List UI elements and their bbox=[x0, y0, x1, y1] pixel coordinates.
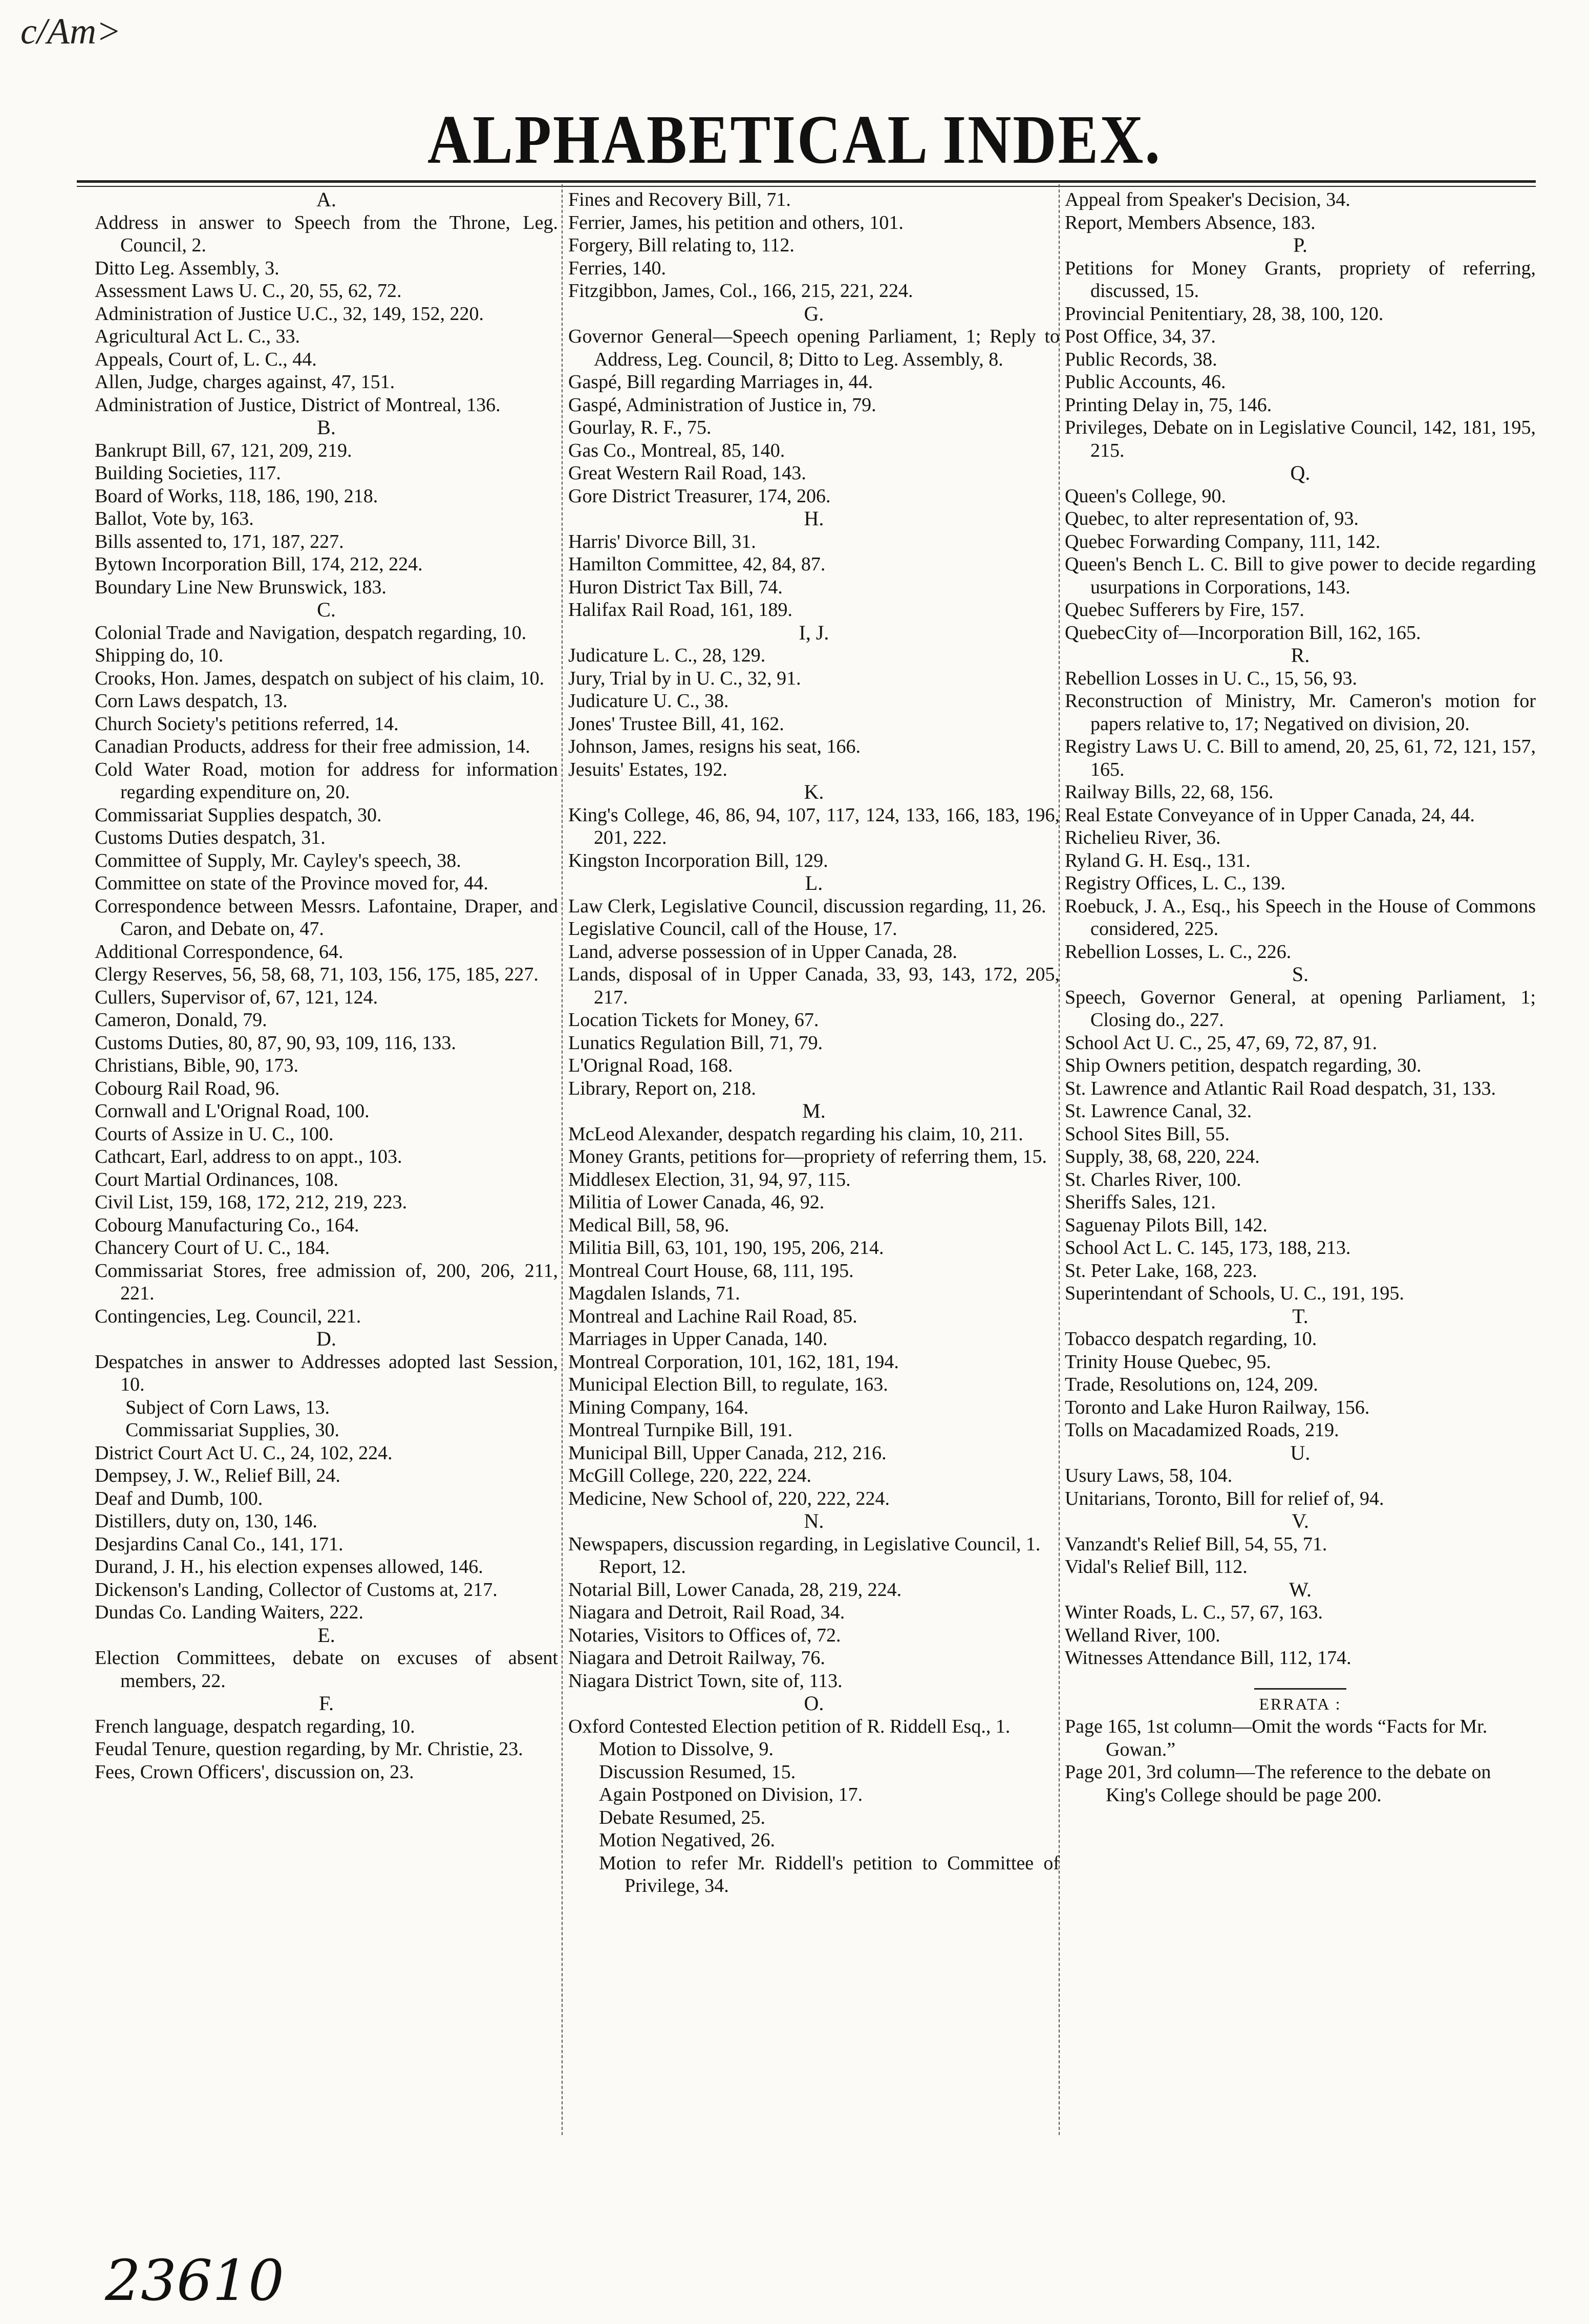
index-entry: School Sites Bill, 55. bbox=[1065, 1123, 1230, 1145]
index-entry: Assessment Laws U. C., 20, 55, 62, 72. bbox=[95, 280, 402, 302]
index-entry: Unitarians, Toronto, Bill for relief of, 94. bbox=[1065, 1487, 1384, 1509]
index-entry: Halifax Rail Road, 161, 189. bbox=[568, 599, 792, 621]
index-entry: Governor General—Speech opening Parliament, 1; Reply to Address, Leg. Council, 8; Ditto to Leg. Assembly, 8. bbox=[568, 326, 1060, 370]
index-entry: Cobourg Rail Road, 96. bbox=[95, 1077, 280, 1099]
index-entry: Mining Company, 164. bbox=[568, 1396, 749, 1418]
index-entry: Law Clerk, Legislative Council, discussion regarding, 11, 26. bbox=[568, 895, 1046, 917]
index-letter-heading: C. bbox=[317, 598, 336, 621]
index-entry: Ballot, Vote by, 163. bbox=[95, 508, 254, 529]
index-entry: Ship Owners petition, despatch regarding, 30. bbox=[1065, 1055, 1422, 1076]
index-entry: Rebellion Losses in U. C., 15, 56, 93. bbox=[1065, 667, 1358, 689]
index-entry: Jesuits' Estates, 192. bbox=[568, 758, 727, 780]
index-entry: Church Society's petitions referred, 14. bbox=[95, 713, 399, 735]
index-entry: Vanzandt's Relief Bill, 54, 55, 71. bbox=[1065, 1533, 1327, 1555]
index-letter-heading: R. bbox=[1291, 644, 1310, 667]
index-entry: Winter Roads, L. C., 57, 67, 163. bbox=[1065, 1602, 1323, 1623]
index-entry: Money Grants, petitions for—propriety of referring them, 15. bbox=[568, 1146, 1047, 1167]
index-entry: Fees, Crown Officers', discussion on, 23. bbox=[95, 1761, 414, 1783]
index-letter-heading: P. bbox=[1293, 233, 1307, 257]
index-entry: Colonial Trade and Navigation, despatch regarding, 10. bbox=[95, 622, 527, 644]
index-subentry: Again Postponed on Division, 17. bbox=[599, 1784, 863, 1805]
index-entry: Boundary Line New Brunswick, 183. bbox=[95, 576, 386, 598]
index-letter-heading: M. bbox=[802, 1099, 826, 1122]
index-entry: Roebuck, J. A., Esq., his Speech in the House of Commons considered, 225. bbox=[1065, 895, 1536, 940]
index-entry: Trinity House Quebec, 95. bbox=[1065, 1351, 1271, 1373]
index-entry: Election Committees, debate on excuses of absent members, 22. bbox=[95, 1647, 558, 1692]
index-entry: Trade, Resolutions on, 124, 209. bbox=[1065, 1374, 1318, 1395]
index-entry: Sheriffs Sales, 121. bbox=[1065, 1191, 1216, 1213]
index-letter-heading: N. bbox=[804, 1509, 824, 1532]
index-entry: Clergy Reserves, 56, 58, 68, 71, 103, 156, 175, 185, 227. bbox=[95, 964, 539, 985]
index-entry: Gaspé, Administration of Justice in, 79. bbox=[568, 394, 876, 416]
index-entry: Queen's College, 90. bbox=[1065, 485, 1227, 507]
index-entry: Agricultural Act L. C., 33. bbox=[95, 326, 300, 347]
index-subentry: Motion to Dissolve, 9. bbox=[599, 1738, 774, 1760]
index-subentry: Commissariat Supplies, 30. bbox=[125, 1419, 339, 1441]
index-entry: Huron District Tax Bill, 74. bbox=[568, 576, 783, 598]
index-entry: Judicature U. C., 38. bbox=[568, 690, 729, 712]
index-letter-heading: T. bbox=[1292, 1304, 1308, 1328]
index-entry: Usury Laws, 58, 104. bbox=[1065, 1465, 1233, 1486]
index-entry: Ferrier, James, his petition and others, 101. bbox=[568, 211, 904, 233]
index-entry: QuebecCity of—Incorporation Bill, 162, 165. bbox=[1065, 622, 1421, 644]
index-entry: Land, adverse possession of in Upper Canada, 28. bbox=[568, 941, 957, 963]
index-entry: Dundas Co. Landing Waiters, 222. bbox=[95, 1602, 364, 1623]
index-entry: Speech, Governor General, at opening Parliament, 1; Closing do., 227. bbox=[1065, 986, 1536, 1031]
index-entry: Appeal from Speaker's Decision, 34. bbox=[1065, 189, 1350, 210]
index-entry: Committee of Supply, Mr. Cayley's speech, 38. bbox=[95, 849, 461, 871]
index-letter-heading: K. bbox=[804, 780, 824, 803]
index-entry: Gas Co., Montreal, 85, 140. bbox=[568, 439, 785, 461]
index-entry: Militia of Lower Canada, 46, 92. bbox=[568, 1191, 825, 1213]
index-entry: Fines and Recovery Bill, 71. bbox=[568, 189, 791, 210]
index-entry: Montreal Turnpike Bill, 191. bbox=[568, 1419, 793, 1441]
index-entry: Quebec, to alter representation of, 93. bbox=[1065, 508, 1359, 529]
index-entry: St. Charles River, 100. bbox=[1065, 1168, 1241, 1190]
index-entry: Militia Bill, 63, 101, 190, 195, 206, 214. bbox=[568, 1237, 884, 1259]
index-entry: Courts of Assize in U. C., 100. bbox=[95, 1123, 334, 1145]
index-entry: Cornwall and L'Orignal Road, 100. bbox=[95, 1100, 370, 1122]
index-entry: Printing Delay in, 75, 146. bbox=[1065, 394, 1272, 416]
index-entry: Tolls on Macadamized Roads, 219. bbox=[1065, 1419, 1339, 1441]
index-entry: School Act L. C. 145, 173, 188, 213. bbox=[1065, 1237, 1351, 1259]
index-entry: Real Estate Conveyance of in Upper Canada, 24, 44. bbox=[1065, 804, 1475, 826]
index-entry: Quebec Forwarding Company, 111, 142. bbox=[1065, 530, 1381, 552]
index-letter-heading: I, J. bbox=[799, 621, 829, 644]
index-entry: Canadian Products, address for their free admission, 14. bbox=[95, 736, 530, 757]
index-entry: Contingencies, Leg. Council, 221. bbox=[95, 1305, 361, 1327]
index-entry: Court Martial Ordinances, 108. bbox=[95, 1168, 338, 1190]
index-entry: Durand, J. H., his election expenses allowed, 146. bbox=[95, 1556, 483, 1577]
index-entry: Appeals, Court of, L. C., 44. bbox=[95, 348, 317, 370]
index-entry: Public Records, 38. bbox=[1065, 348, 1217, 370]
index-entry: Notarial Bill, Lower Canada, 28, 219, 224. bbox=[568, 1579, 902, 1601]
index-entry: Cameron, Donald, 79. bbox=[95, 1009, 267, 1031]
title-rule bbox=[77, 180, 1536, 183]
index-entry: Dempsey, J. W., Relief Bill, 24. bbox=[95, 1465, 340, 1486]
index-entry: Registry Offices, L. C., 139. bbox=[1065, 872, 1285, 894]
index-entry: Cathcart, Earl, address to on appt., 103. bbox=[95, 1146, 402, 1167]
index-entry: Privileges, Debate on in Legislative Council, 142, 181, 195, 215. bbox=[1065, 417, 1536, 461]
catalog-number: 23610 bbox=[105, 2248, 284, 2313]
index-entry: Committee on state of the Province moved for, 44. bbox=[95, 872, 488, 894]
index-entry: Desjardins Canal Co., 141, 171. bbox=[95, 1533, 343, 1555]
index-entry: Harris' Divorce Bill, 31. bbox=[568, 530, 756, 552]
index-entry: Rebellion Losses, L. C., 226. bbox=[1065, 941, 1292, 963]
index-entry: Post Office, 34, 37. bbox=[1065, 326, 1216, 347]
index-entry: Provincial Penitentiary, 28, 38, 100, 120. bbox=[1065, 303, 1384, 325]
index-entry: Toronto and Lake Huron Railway, 156. bbox=[1065, 1396, 1370, 1418]
index-entry: Customs Duties, 80, 87, 90, 93, 109, 116, 133. bbox=[95, 1032, 456, 1054]
index-entry: Municipal Election Bill, to regulate, 163. bbox=[568, 1374, 888, 1395]
index-entry: Bankrupt Bill, 67, 121, 209, 219. bbox=[95, 439, 352, 461]
index-entry: Correspondence between Messrs. Lafontaine, Draper, and Caron, and Debate on, 47. bbox=[95, 895, 558, 940]
column-3-entries bbox=[1065, 188, 1536, 1670]
index-entry: Customs Duties despatch, 31. bbox=[95, 827, 326, 848]
index-letter-heading: Q. bbox=[1290, 461, 1311, 484]
index-entry: Report, Members Absence, 183. bbox=[1065, 211, 1316, 233]
index-subentry: Debate Resumed, 25. bbox=[599, 1806, 766, 1828]
index-entry: Ryland G. H. Esq., 131. bbox=[1065, 849, 1251, 871]
index-entry: Christians, Bible, 90, 173. bbox=[95, 1055, 298, 1076]
index-subentry: Discussion Resumed, 15. bbox=[599, 1761, 796, 1783]
index-entry: Cobourg Manufacturing Co., 164. bbox=[95, 1214, 359, 1236]
index-entry: Dickenson's Landing, Collector of Customs at, 217. bbox=[95, 1579, 498, 1601]
index-entry: Public Accounts, 46. bbox=[1065, 371, 1226, 393]
index-letter-heading: L. bbox=[805, 871, 823, 894]
errata-heading: ERRATA : bbox=[1259, 1694, 1342, 1713]
index-column-3 bbox=[1065, 188, 1536, 1806]
index-entry: Niagara and Detroit Railway, 76. bbox=[568, 1647, 825, 1669]
index-entry: Address in answer to Speech from the Throne, Leg. Council, 2. bbox=[95, 211, 558, 256]
index-entry: Registry Laws U. C. Bill to amend, 20, 25, 61, 72, 121, 157, 165. bbox=[1065, 736, 1536, 780]
index-entry: Lunatics Regulation Bill, 71, 79. bbox=[568, 1032, 823, 1054]
index-entry: Bills assented to, 171, 187, 227. bbox=[95, 530, 344, 552]
index-entry: Forgery, Bill relating to, 112. bbox=[568, 234, 794, 256]
index-entry: L'Orignal Road, 168. bbox=[568, 1055, 733, 1076]
index-subentry: Report, 12. bbox=[599, 1556, 686, 1577]
index-entry: Fitzgibbon, James, Col., 166, 215, 221, 224. bbox=[568, 280, 913, 302]
index-letter-heading: B. bbox=[317, 416, 336, 439]
index-entry: Administration of Justice U.C., 32, 149, 152, 220. bbox=[95, 303, 484, 325]
index-entry: Superintendant of Schools, U. C., 191, 195. bbox=[1065, 1283, 1404, 1304]
index-entry: District Court Act U. C., 24, 102, 224. bbox=[95, 1442, 393, 1464]
index-entry: Hamilton Committee, 42, 84, 87. bbox=[568, 553, 826, 575]
index-entry: Despatches in answer to Addresses adopted last Session, 10. bbox=[95, 1351, 558, 1395]
index-entry: Lands, disposal of in Upper Canada, 33, 93, 143, 172, 205, 217. bbox=[568, 964, 1060, 1008]
index-entry: Allen, Judge, charges against, 47, 151. bbox=[95, 371, 395, 393]
index-entry: Oxford Contested Election petition of R. Riddell Esq., 1. bbox=[568, 1715, 1011, 1737]
index-entry: McGill College, 220, 222, 224. bbox=[568, 1465, 811, 1486]
index-letter-heading: E. bbox=[317, 1623, 335, 1647]
index-entry: Tobacco despatch regarding, 10. bbox=[1065, 1328, 1317, 1350]
index-entry: Jones' Trustee Bill, 41, 162. bbox=[568, 713, 784, 735]
index-entry: French language, despatch regarding, 10. bbox=[95, 1715, 415, 1737]
index-entry: Railway Bills, 22, 68, 156. bbox=[1065, 781, 1274, 803]
index-column-2 bbox=[568, 188, 1060, 1897]
index-subentry: Motion Negatived, 26. bbox=[599, 1829, 776, 1851]
index-entry: Ditto Leg. Assembly, 3. bbox=[95, 257, 280, 279]
index-entry: Gaspé, Bill regarding Marriages in, 44. bbox=[568, 371, 873, 393]
index-letter-heading: H. bbox=[804, 507, 824, 530]
index-entry: Montreal Court House, 68, 111, 195. bbox=[568, 1260, 854, 1282]
index-entry: Montreal and Lachine Rail Road, 85. bbox=[568, 1305, 857, 1327]
index-letter-heading: U. bbox=[1290, 1441, 1311, 1464]
index-column-1 bbox=[95, 188, 558, 1783]
corner-annotation: c/Am> bbox=[20, 11, 121, 52]
index-entry: Johnson, James, resigns his seat, 166. bbox=[568, 736, 861, 757]
index-entry: Queen's Bench L. C. Bill to give power to decide regarding usurpations in Corporations, 143. bbox=[1065, 553, 1536, 598]
index-entry: Board of Works, 118, 186, 190, 218. bbox=[95, 485, 378, 507]
index-entry: Civil List, 159, 168, 172, 212, 219, 223. bbox=[95, 1191, 407, 1213]
index-entry: Corn Laws despatch, 13. bbox=[95, 690, 288, 712]
index-entry: Gourlay, R. F., 75. bbox=[568, 417, 712, 438]
index-entry: School Act U. C., 25, 47, 69, 72, 87, 91. bbox=[1065, 1032, 1378, 1054]
index-entry: Bytown Incorporation Bill, 174, 212, 224. bbox=[95, 553, 423, 575]
index-entry: Notaries, Visitors to Offices of, 72. bbox=[568, 1624, 841, 1646]
index-letter-heading: F. bbox=[318, 1692, 334, 1715]
index-entry: Cold Water Road, motion for address for information regarding expenditure on, 20. bbox=[95, 758, 558, 803]
index-entry: Deaf and Dumb, 100. bbox=[95, 1487, 263, 1509]
index-entry: Marriages in Upper Canada, 140. bbox=[568, 1328, 828, 1350]
index-entry: Niagara District Town, site of, 113. bbox=[568, 1670, 843, 1692]
index-letter-heading: D. bbox=[316, 1327, 336, 1350]
index-entry: Cullers, Supervisor of, 67, 121, 124. bbox=[95, 986, 378, 1008]
index-entry: Petitions for Money Grants, propriety of referring, discussed, 15. bbox=[1065, 257, 1536, 302]
index-entry: Medicine, New School of, 220, 222, 224. bbox=[568, 1487, 890, 1509]
index-entry: Crooks, Hon. James, despatch on subject of his claim, 10. bbox=[95, 667, 545, 689]
index-entry: Distillers, duty on, 130, 146. bbox=[95, 1510, 317, 1532]
index-entry: Building Societies, 117. bbox=[95, 462, 281, 484]
index-entry: Montreal Corporation, 101, 162, 181, 194. bbox=[568, 1351, 899, 1373]
index-entry: Municipal Bill, Upper Canada, 212, 216. bbox=[568, 1442, 887, 1464]
index-entry: Shipping do, 10. bbox=[95, 645, 224, 666]
errata-item: Page 201, 3rd column—The reference to the debate on King's College should be page 200. bbox=[1065, 1761, 1491, 1806]
index-letter-heading: A. bbox=[316, 188, 336, 211]
index-entry: St. Lawrence Canal, 32. bbox=[1065, 1100, 1252, 1122]
index-entry: Legislative Council, call of the House, 17. bbox=[568, 918, 897, 940]
index-entry: Vidal's Relief Bill, 112. bbox=[1065, 1556, 1248, 1577]
index-entry: Gore District Treasurer, 174, 206. bbox=[568, 485, 831, 507]
index-entry: Supply, 38, 68, 220, 224. bbox=[1065, 1146, 1260, 1167]
index-entry: Welland River, 100. bbox=[1065, 1624, 1220, 1646]
index-letter-heading: W. bbox=[1289, 1577, 1312, 1601]
index-entry: Niagara and Detroit, Rail Road, 34. bbox=[568, 1602, 845, 1623]
index-subentry: Motion to refer Mr. Riddell's petition to Committee of Privilege, 34. bbox=[599, 1852, 1060, 1896]
index-letter-heading: O. bbox=[804, 1692, 824, 1715]
index-entry: Feudal Tenure, question regarding, by Mr. Christie, 23. bbox=[95, 1738, 523, 1760]
index-entry: St. Lawrence and Atlantic Rail Road despatch, 31, 133. bbox=[1065, 1077, 1496, 1099]
index-entry: Administration of Justice, District of Montreal, 136. bbox=[95, 394, 501, 416]
index-entry: Medical Bill, 58, 96. bbox=[568, 1214, 729, 1236]
page-title: ALPHABETICAL INDEX. bbox=[427, 101, 1162, 178]
index-entry: Kingston Incorporation Bill, 129. bbox=[568, 849, 828, 871]
index-entry: McLeod Alexander, despatch regarding his claim, 10, 211. bbox=[568, 1123, 1023, 1145]
index-letter-heading: S. bbox=[1292, 963, 1309, 986]
index-entry: Newspapers, discussion regarding, in Legislative Council, 1. bbox=[568, 1533, 1041, 1555]
index-entry: Quebec Sufferers by Fire, 157. bbox=[1065, 599, 1304, 621]
errata-rule bbox=[1254, 1688, 1346, 1690]
index-subentry: Subject of Corn Laws, 13. bbox=[125, 1396, 330, 1418]
index-entry: King's College, 46, 86, 94, 107, 117, 124, 133, 166, 183, 196, 201, 222. bbox=[568, 804, 1060, 848]
index-letter-heading: G. bbox=[804, 302, 824, 325]
index-entry: Great Western Rail Road, 143. bbox=[568, 462, 806, 484]
index-entry: Library, Report on, 218. bbox=[568, 1077, 756, 1099]
index-entry: Judicature L. C., 28, 129. bbox=[568, 645, 766, 666]
index-entry: Chancery Court of U. C., 184. bbox=[95, 1237, 330, 1259]
index-entry: Reconstruction of Ministry, Mr. Cameron's motion for papers relative to, 17; Negatived on division, 20. bbox=[1065, 690, 1536, 735]
index-entry: Ferries, 140. bbox=[568, 257, 667, 279]
index-entry: Middlesex Election, 31, 94, 97, 115. bbox=[568, 1168, 851, 1190]
index-entry: Magdalen Islands, 71. bbox=[568, 1283, 740, 1304]
index-entry: Jury, Trial by in U. C., 32, 91. bbox=[568, 667, 801, 689]
index-letter-heading: V. bbox=[1292, 1509, 1309, 1532]
index-entry: Location Tickets for Money, 67. bbox=[568, 1009, 819, 1031]
column-divider bbox=[562, 184, 563, 2135]
index-entry: Witnesses Attendance Bill, 112, 174. bbox=[1065, 1647, 1351, 1669]
errata-item: Page 165, 1st column—Omit the words “Facts for Mr. Gowan.” bbox=[1065, 1716, 1488, 1760]
index-entry: Saguenay Pilots Bill, 142. bbox=[1065, 1214, 1268, 1236]
index-entry: Additional Correspondence, 64. bbox=[95, 941, 343, 963]
index-entry: Richelieu River, 36. bbox=[1065, 827, 1221, 848]
index-entry: St. Peter Lake, 168, 223. bbox=[1065, 1260, 1257, 1282]
index-entry: Commissariat Supplies despatch, 30. bbox=[95, 804, 382, 826]
index-entry: Commissariat Stores, free admission of, 200, 206, 211, 221. bbox=[95, 1260, 558, 1304]
